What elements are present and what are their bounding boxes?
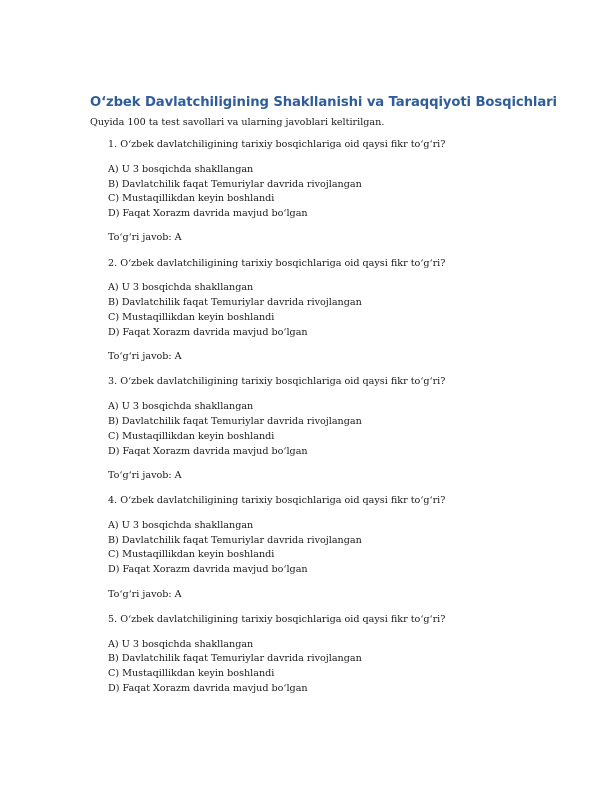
option-a: A) U 3 bosqichda shakllangan bbox=[108, 401, 254, 413]
option-list bbox=[108, 163, 578, 222]
option-c: C) Mustaqillikdan keyin boshlandi bbox=[108, 668, 275, 680]
document-title: O‘zbek Davlatchiligining Shakllanishi va Taraqqiyoti Bosqichlari bbox=[90, 95, 557, 110]
question-text: 2. O‘zbek davlatchiligining tarixiy bosqichlariga oid qaysi fikr to‘g‘ri? bbox=[108, 257, 446, 269]
option-d: D) Faqat Xorazm davrida mavjud bo‘lgan bbox=[108, 326, 308, 338]
question-block bbox=[108, 613, 578, 732]
option-b: B) Davlatchilik faqat Temuriylar davrida rivojlangan bbox=[108, 297, 362, 309]
option-b: B) Davlatchilik faqat Temuriylar davrida rivojlangan bbox=[108, 653, 362, 665]
question-block bbox=[108, 375, 578, 494]
option-a: A) U 3 bosqichda shakllangan bbox=[108, 163, 254, 175]
question-text: 3. O‘zbek davlatchiligining tarixiy bosqichlariga oid qaysi fikr to‘g‘ri? bbox=[108, 376, 446, 388]
option-b: B) Davlatchilik faqat Temuriylar davrida rivojlangan bbox=[108, 534, 362, 546]
option-list bbox=[108, 519, 578, 578]
document-intro: Quyida 100 ta test savollari va ularning javoblari keltirilgan. bbox=[90, 117, 385, 128]
option-c: C) Mustaqillikdan keyin boshlandi bbox=[108, 193, 275, 205]
question-text: 5. O‘zbek davlatchiligining tarixiy bosqichlariga oid qaysi fikr to‘g‘ri? bbox=[108, 613, 446, 625]
option-a: A) U 3 bosqichda shakllangan bbox=[108, 638, 254, 650]
option-c: C) Mustaqillikdan keyin boshlandi bbox=[108, 312, 275, 324]
option-d: D) Faqat Xorazm davrida mavjud bo‘lgan bbox=[108, 208, 308, 220]
correct-answer: To‘g‘ri javob: A bbox=[108, 588, 182, 600]
question-block bbox=[108, 494, 578, 613]
option-list bbox=[108, 281, 578, 340]
correct-answer: To‘g‘ri javob: A bbox=[108, 469, 182, 481]
question-block bbox=[108, 257, 578, 376]
option-a: A) U 3 bosqichda shakllangan bbox=[108, 282, 254, 294]
correct-answer: To‘g‘ri javob: A bbox=[108, 351, 182, 363]
question-text: 1. O‘zbek davlatchiligining tarixiy bosqichlariga oid qaysi fikr to‘g‘ri? bbox=[108, 139, 446, 150]
option-list bbox=[108, 400, 578, 459]
option-c: C) Mustaqillikdan keyin boshlandi bbox=[108, 549, 275, 561]
option-c: C) Mustaqillikdan keyin boshlandi bbox=[108, 430, 275, 442]
correct-answer: To‘g‘ri javob: A bbox=[108, 232, 182, 244]
question-text: 4. O‘zbek davlatchiligining tarixiy bosqichlariga oid qaysi fikr to‘g‘ri? bbox=[108, 495, 446, 507]
option-b: B) Davlatchilik faqat Temuriylar davrida rivojlangan bbox=[108, 415, 362, 427]
question-block bbox=[108, 138, 578, 257]
option-b: B) Davlatchilik faqat Temuriylar davrida rivojlangan bbox=[108, 178, 362, 190]
question-list bbox=[108, 138, 578, 731]
option-d: D) Faqat Xorazm davrida mavjud bo‘lgan bbox=[108, 445, 308, 457]
option-d: D) Faqat Xorazm davrida mavjud bo‘lgan bbox=[108, 564, 308, 576]
option-d: D) Faqat Xorazm davrida mavjud bo‘lgan bbox=[108, 682, 308, 694]
option-list bbox=[108, 638, 578, 697]
option-a: A) U 3 bosqichda shakllangan bbox=[108, 519, 254, 531]
